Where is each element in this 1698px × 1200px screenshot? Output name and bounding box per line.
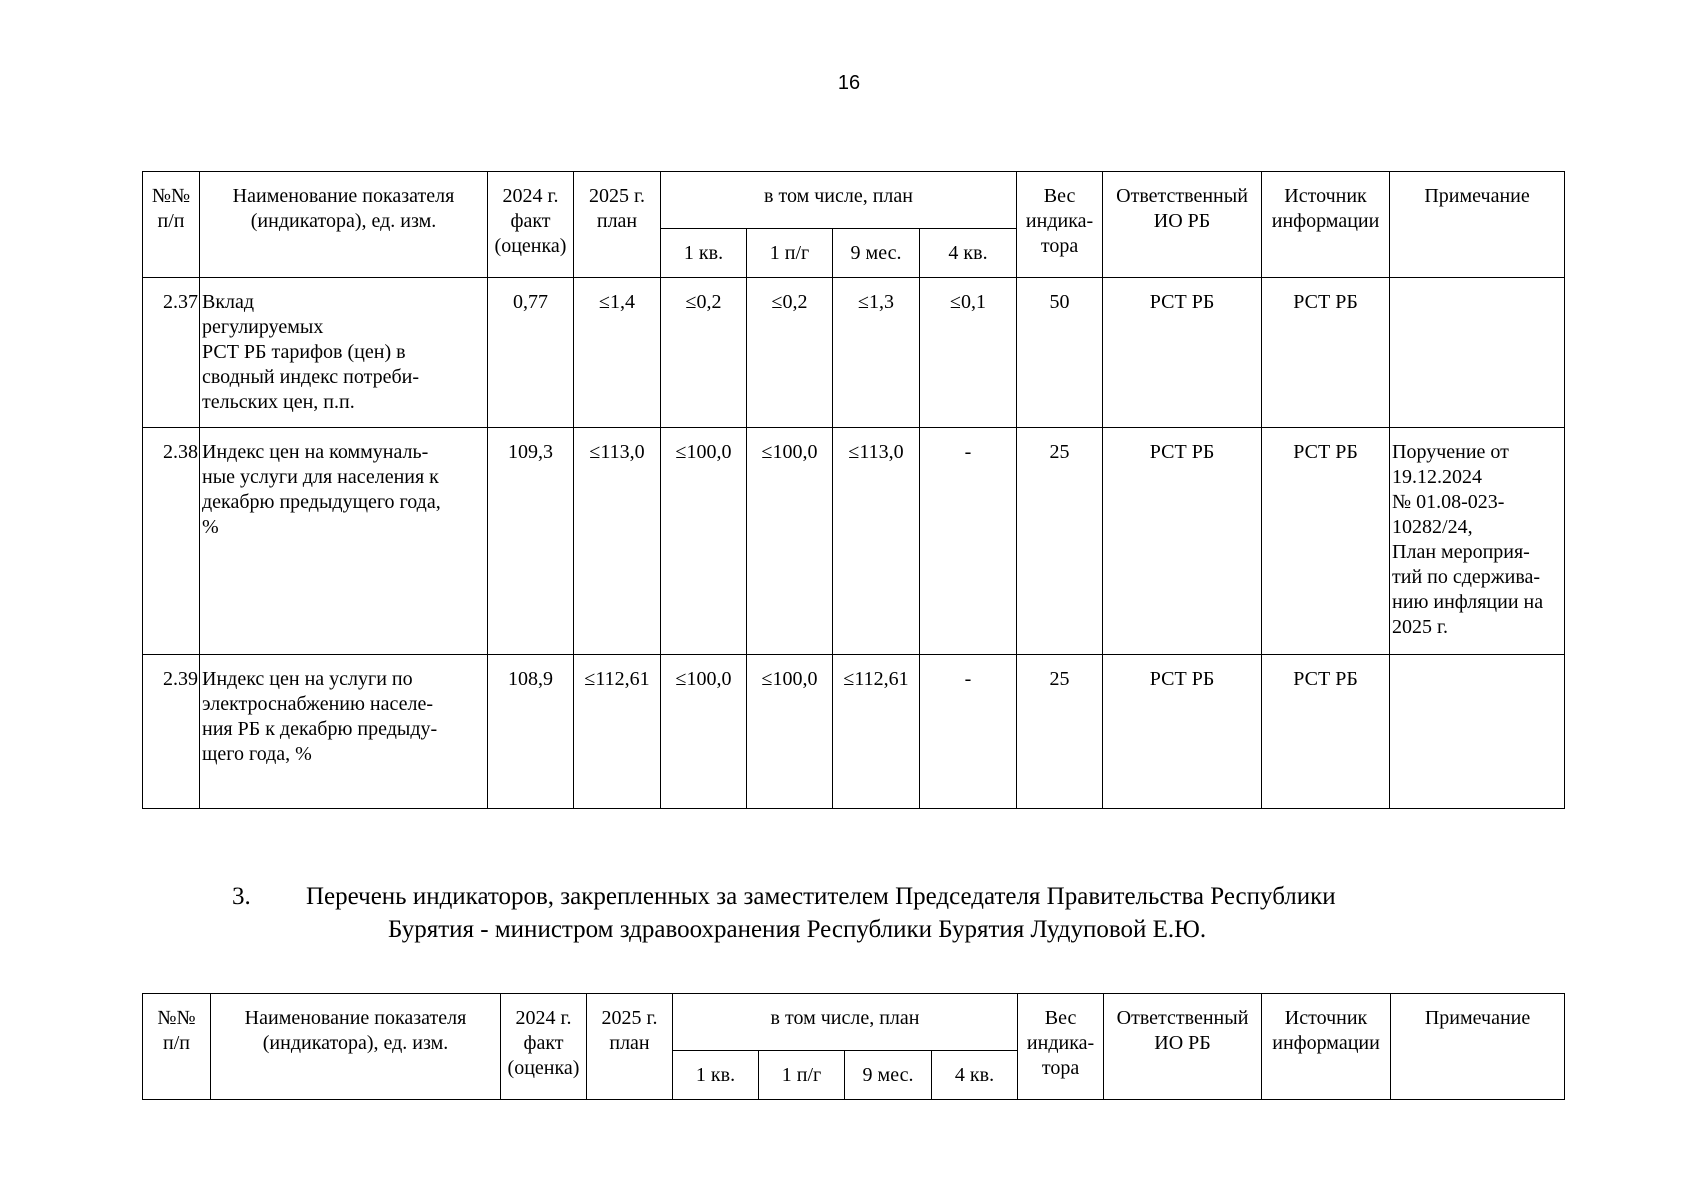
row-name: Индекс цен на коммуналь- ные услуги для населения к декабрю предыдущего года, % — [200, 428, 488, 655]
row-fact-2024: 109,3 — [488, 428, 574, 655]
header-responsible: Ответственный ИО РБ — [1103, 172, 1262, 278]
row-h1: ≤100,0 — [747, 428, 833, 655]
header-source: Источник информации — [1262, 172, 1390, 278]
table-header-row — [143, 172, 1565, 229]
header-q1: 1 кв. — [661, 229, 747, 278]
header-plan-group: в том числе, план — [673, 994, 1018, 1051]
page-number: 16 — [837, 72, 861, 94]
row-weight: 50 — [1017, 278, 1103, 428]
row-9m: ≤1,3 — [833, 278, 920, 428]
row-h1: ≤100,0 — [747, 655, 833, 809]
row-9m: ≤112,61 — [833, 655, 920, 809]
header-num: №№ п/п — [143, 994, 211, 1100]
row-q4: ≤0,1 — [920, 278, 1017, 428]
row-q1: ≤0,2 — [661, 278, 747, 428]
header-h1: 1 п/г — [759, 1051, 845, 1100]
header-weight: Вес индика- тора — [1017, 172, 1103, 278]
header-2025: 2025 г. план — [587, 994, 673, 1100]
row-plan-2025: ≤112,61 — [574, 655, 661, 809]
header-q4: 4 кв. — [920, 229, 1017, 278]
row-fact-2024: 108,9 — [488, 655, 574, 809]
table-row — [143, 278, 1565, 428]
row-q1: ≤100,0 — [661, 655, 747, 809]
row-q4: - — [920, 655, 1017, 809]
header-note: Примечание — [1391, 994, 1565, 1100]
header-source: Источник информации — [1262, 994, 1391, 1100]
indicators-table — [142, 171, 1565, 809]
row-num: 2.39 — [143, 655, 200, 809]
row-source: РСТ РБ — [1262, 428, 1390, 655]
header-2024: 2024 г. факт (оценка) — [501, 994, 587, 1100]
section-title-line1-wrap — [232, 880, 1336, 913]
row-note: Поручение от 19.12.2024 № 01.08-023- 10282/24, План мероприя- тий по сдержива- нию инфляции на 2025 г. — [1390, 428, 1565, 655]
section-title-line1: Перечень индикаторов, закрепленных за заместителем Председателя Правительства Республики — [306, 883, 1336, 910]
row-plan-2025: ≤113,0 — [574, 428, 661, 655]
row-note — [1390, 278, 1565, 428]
row-note — [1390, 655, 1565, 809]
table-header-row — [143, 994, 1565, 1051]
row-name: Вклад регулируемых РСТ РБ тарифов (цен) в сводный индекс потреби- тельских цен, п.п. — [200, 278, 488, 428]
row-weight: 25 — [1017, 428, 1103, 655]
header-name: Наименование показателя (индикатора), ед. изм. — [211, 994, 501, 1100]
header-q1: 1 кв. — [673, 1051, 759, 1100]
header-2024: 2024 г. факт (оценка) — [488, 172, 574, 278]
row-source: РСТ РБ — [1262, 655, 1390, 809]
table-row — [143, 655, 1565, 809]
row-responsible: РСТ РБ — [1103, 278, 1262, 428]
row-q4: - — [920, 428, 1017, 655]
header-2025: 2025 г. план — [574, 172, 661, 278]
header-plan-group: в том числе, план — [661, 172, 1017, 229]
section-title-line2: Бурятия - министром здравоохранения Республики Бурятия Лудуповой Е.Ю. — [388, 916, 1207, 943]
indicators-table-section-3 — [142, 993, 1565, 1100]
row-responsible: РСТ РБ — [1103, 428, 1262, 655]
header-weight: Вес индика- тора — [1018, 994, 1104, 1100]
row-source: РСТ РБ — [1262, 278, 1390, 428]
row-num: 2.37 — [143, 278, 200, 428]
header-9m: 9 мес. — [845, 1051, 932, 1100]
header-h1: 1 п/г — [747, 229, 833, 278]
section-number: 3. — [232, 883, 251, 910]
row-weight: 25 — [1017, 655, 1103, 809]
row-fact-2024: 0,77 — [488, 278, 574, 428]
header-q4: 4 кв. — [932, 1051, 1018, 1100]
row-9m: ≤113,0 — [833, 428, 920, 655]
row-responsible: РСТ РБ — [1103, 655, 1262, 809]
header-9m: 9 мес. — [833, 229, 920, 278]
header-note: Примечание — [1390, 172, 1565, 278]
header-num: №№ п/п — [143, 172, 200, 278]
header-responsible: Ответственный ИО РБ — [1104, 994, 1262, 1100]
header-name: Наименование показателя (индикатора), ед. изм. — [200, 172, 488, 278]
row-q1: ≤100,0 — [661, 428, 747, 655]
row-name: Индекс цен на услуги по электроснабжению населе- ния РБ к декабрю предыду- щего года, % — [200, 655, 488, 809]
row-h1: ≤0,2 — [747, 278, 833, 428]
row-plan-2025: ≤1,4 — [574, 278, 661, 428]
row-num: 2.38 — [143, 428, 200, 655]
table-row — [143, 428, 1565, 655]
